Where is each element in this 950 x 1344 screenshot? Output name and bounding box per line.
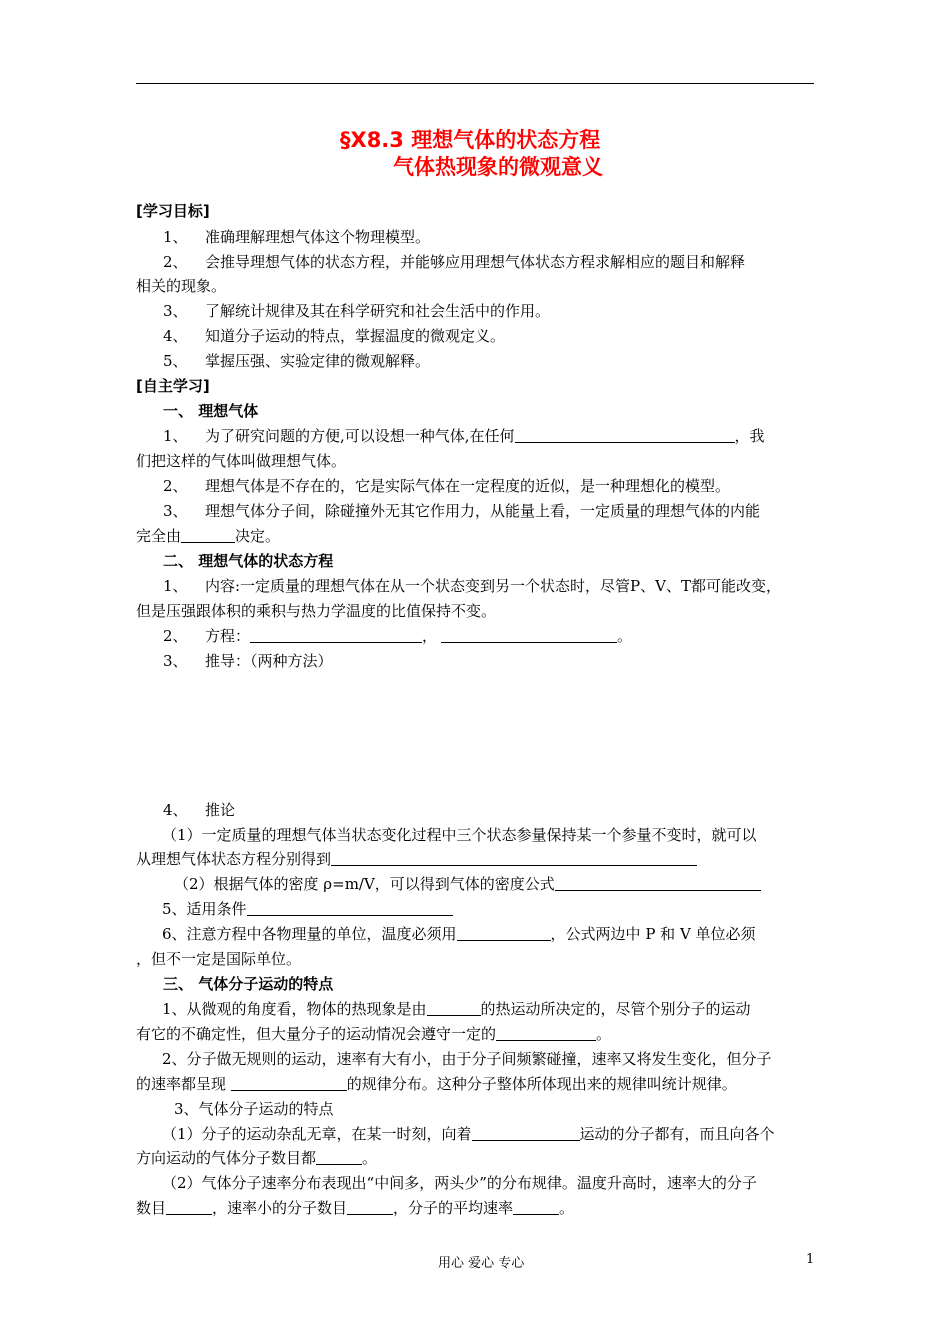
fill-blank[interactable] — [555, 875, 761, 891]
s1-item-1-cont: 们把这样的气体叫做理想气体。 — [136, 452, 347, 470]
fill-blank[interactable] — [472, 1125, 580, 1141]
section-3-title: 三、 气体分子运动的特点 — [163, 975, 334, 993]
s1-item-2: 2、 理想气体是不存在的，它是实际气体在一定程度的近似，是一种理想化的模型。 — [163, 477, 731, 495]
fill-blank[interactable] — [331, 850, 697, 866]
goal-item-2: 2、 会推导理想气体的状态方程，并能够应用理想气体状态方程求解相应的题目和解释 — [163, 253, 746, 271]
s1-item-1: 1、 为了研究问题的方便,可以设想一种气体,在任何 ，我 — [163, 427, 765, 445]
goal-item-1: 1、 准确理解理想气体这个物理模型。 — [163, 228, 431, 246]
fill-blank[interactable] — [496, 1025, 596, 1041]
section-2-title: 二、 理想气体的状态方程 — [163, 552, 334, 570]
s2-point-2: （2）根据气体的密度 ρ=m/V，可以得到气体的密度公式 — [174, 874, 854, 894]
fill-blank[interactable] — [513, 1199, 559, 1215]
fill-blank[interactable] — [457, 925, 551, 941]
s3-item-1: 1、从微观的角度看，物体的热现象是由 的热运动所决定的，尽管个别分子的运动 — [162, 1000, 751, 1018]
s2-item-3: 3、 推导：（两种方法） — [163, 652, 333, 670]
s3-item-2-cont: 的速率都呈现 的规律分布。这种分子整体所体现出来的规律叫统计规律。 — [136, 1075, 737, 1093]
s3-point-2: （2）气体分子速率分布表现出“中间多，两头少”的分布规律。温度升高时，速率大的分子 — [162, 1174, 757, 1192]
fill-blank[interactable] — [231, 1075, 347, 1091]
s3-point-1: （1）分子的运动杂乱无章，在某一时刻，向着 运动的分子都有，而且向各个 — [162, 1125, 775, 1143]
section-1-title: 一、 理想气体 — [163, 402, 259, 420]
fill-blank[interactable] — [181, 527, 235, 543]
goal-item-3: 3、 了解统计规律及其在科学研究和社会生活中的作用。 — [163, 302, 551, 320]
s2-item-5: 5、适用条件 — [162, 899, 842, 919]
s2-item-6-cont: ，但不一定是国际单位。 — [136, 950, 302, 968]
s2-item-2: 2、 方程： ， 。 — [163, 627, 633, 645]
header-rule — [136, 83, 814, 84]
fill-blank[interactable] — [316, 1149, 362, 1165]
study-heading: [自主学习] — [136, 377, 210, 395]
s3-point-1-cont: 方向运动的气体分子数目都 。 — [136, 1149, 378, 1167]
goals-heading: [学习目标] — [136, 202, 210, 220]
s3-item-1-cont: 有它的不确定性，但大量分子的运动情况会遵守一定的 。 — [136, 1025, 612, 1043]
s2-item-1: 1、 内容:一定质量的理想气体在从一个状态变到另一个状态时，尽管P、V、T都可能改变， — [163, 577, 781, 595]
fill-blank[interactable] — [441, 627, 617, 643]
fill-blank[interactable] — [347, 1199, 393, 1215]
fill-blank[interactable] — [515, 427, 735, 443]
fill-blank[interactable] — [427, 1000, 481, 1016]
s3-item-3: 3、气体分子运动的特点 — [174, 1100, 334, 1118]
s1-item-3-cont: 完全由 决定。 — [136, 527, 281, 545]
fill-blank[interactable] — [166, 1199, 212, 1215]
s1-item-3: 3、 理想气体分子间，除碰撞外无其它作用力，从能量上看，一定质量的理想气体的内能 — [163, 502, 761, 520]
goal-item-2-cont: 相关的现象。 — [136, 277, 227, 295]
page-footer: 用心 爱心 专心 — [438, 1256, 525, 1271]
s2-item-4: 4、 推论 — [163, 801, 236, 819]
s2-point-1-cont: 从理想气体状态方程分别得到 — [136, 849, 816, 869]
title-line-2: 气体热现象的微观意义 — [393, 155, 603, 179]
goal-item-5: 5、 掌握压强、实验定律的微观解释。 — [163, 352, 431, 370]
s3-point-2-cont: 数目 ，速率小的分子数目 ，分子的平均速率 。 — [136, 1199, 575, 1217]
fill-blank[interactable] — [250, 627, 422, 643]
page-number: 1 — [806, 1252, 815, 1267]
fill-blank[interactable] — [247, 900, 453, 916]
s2-item-1-cont: 但是压强跟体积的乘积与热力学温度的比值保持不变。 — [136, 602, 497, 620]
title-line-1: §X8.3 理想气体的状态方程 — [340, 128, 601, 152]
s3-item-2: 2、分子做无规则的运动，速率有大有小，由于分子间频繁碰撞，速率又将发生变化，但分子 — [162, 1050, 772, 1068]
s2-item-6: 6、注意方程中各物理量的单位，温度必须用 ，公式两边中 P 和 V 单位必须 — [162, 925, 756, 943]
goal-item-4: 4、 知道分子运动的特点，掌握温度的微观定义。 — [163, 327, 506, 345]
s2-point-1: （1）一定质量的理想气体当状态变化过程中三个状态参量保持某一个参量不变时，就可以 — [162, 826, 757, 844]
